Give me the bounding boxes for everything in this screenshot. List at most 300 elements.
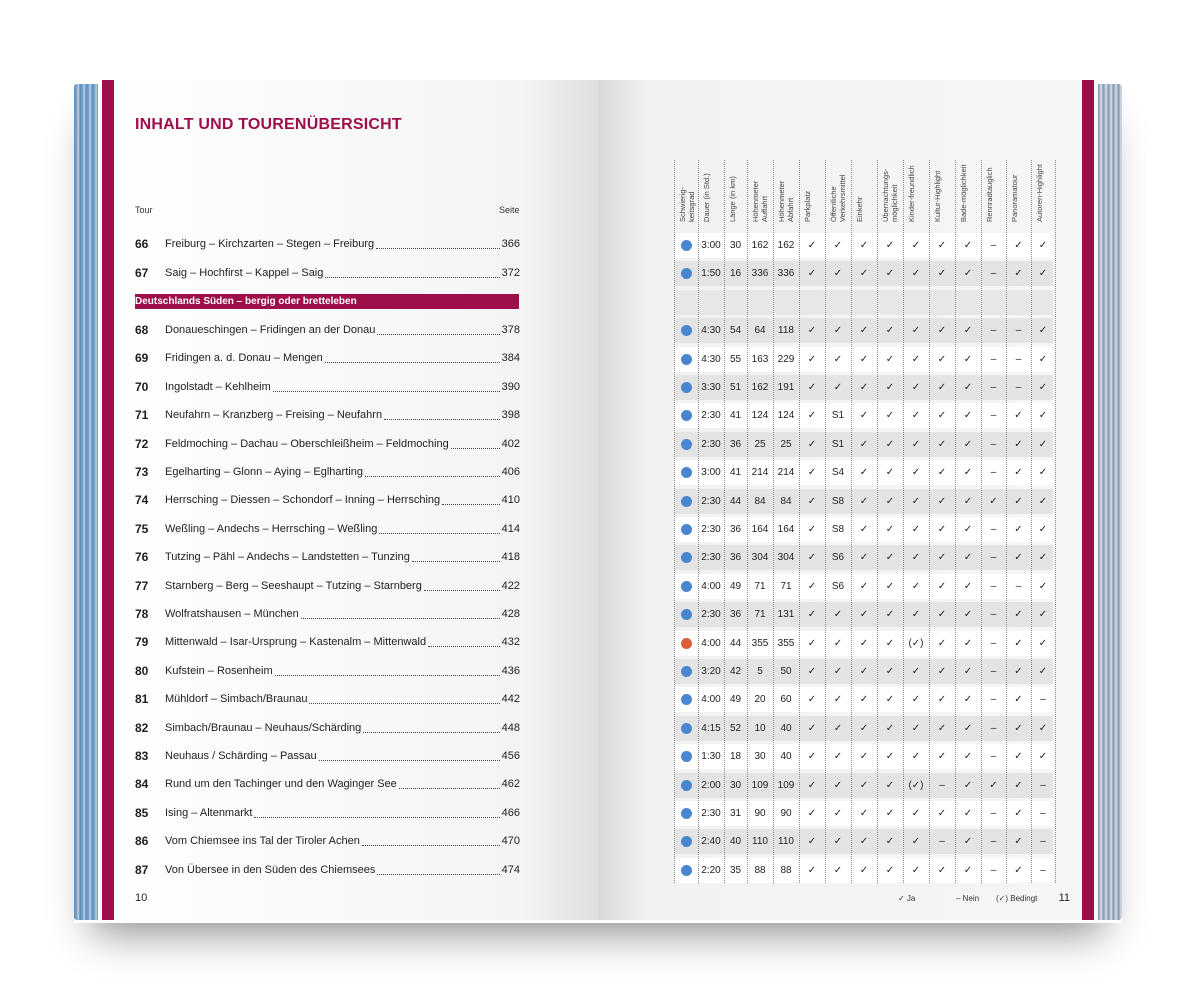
table-cell-autor: – — [1040, 779, 1046, 791]
table-cell-einkehr: ✓ — [859, 864, 869, 876]
table-cell-oev: ✓ — [833, 666, 843, 677]
table-cell-len: 52 — [729, 722, 742, 734]
table-cell-dur: 4:30 — [701, 353, 721, 365]
table-row — [674, 801, 1053, 826]
tour-page: 456 — [501, 750, 520, 762]
table-cell-panorama: ✓ — [1014, 495, 1023, 507]
table-cell-up: 355 — [751, 637, 769, 649]
table-cell-panorama: – — [1015, 325, 1022, 337]
table-cell-oev: ✓ — [833, 779, 843, 791]
table-cell-uebern: ✓ — [885, 495, 895, 507]
dot-leader — [424, 589, 500, 591]
table-cell-dur: 3:00 — [701, 467, 721, 479]
difficulty-dot-icon — [681, 865, 692, 876]
table-cell-len: 35 — [729, 864, 742, 876]
tour-number: 69 — [135, 351, 149, 366]
table-cell-len: 36 — [729, 524, 742, 535]
toc-row — [135, 803, 520, 823]
column-header: Dauer (in Std.) — [702, 173, 711, 222]
column-header: Höhenmeter Abfahrt — [777, 180, 795, 222]
table-cell-einkehr: ✓ — [859, 438, 869, 450]
table-cell-einkehr: ✓ — [859, 467, 869, 479]
table-cell-oev: ✓ — [833, 694, 843, 706]
table-cell-einkehr: ✓ — [859, 836, 869, 848]
table-cell-kinder: ✓ — [911, 666, 921, 677]
toc-row — [135, 632, 520, 652]
table-cell-len: 49 — [729, 580, 742, 592]
table-cell-kultur: ✓ — [937, 751, 947, 763]
tour-number: 78 — [135, 607, 149, 621]
column-header: Autoren-Highlight — [1035, 164, 1044, 222]
dot-leader — [309, 702, 499, 704]
table-cell-kinder: ✓ — [911, 864, 921, 876]
table-row — [674, 517, 1053, 542]
column-header: Rennradtauglich — [985, 167, 994, 222]
difficulty-dot-icon — [681, 552, 692, 563]
difficulty-cell — [674, 858, 698, 883]
table-cell-down: 164 — [777, 524, 795, 535]
toc-row — [135, 774, 520, 794]
table-cell-down: 191 — [777, 382, 795, 393]
table-cell-len: 31 — [729, 808, 742, 819]
tour-number: 67 — [135, 266, 149, 280]
table-cell-uebern: ✓ — [885, 438, 895, 450]
table-cell-len: 55 — [729, 353, 742, 365]
grid-line — [1055, 160, 1056, 883]
table-cell-dur: 3:20 — [701, 666, 721, 677]
column-header: Schwierig-keitsgrad — [678, 186, 696, 222]
table-cell-einkehr: ✓ — [859, 325, 869, 337]
table-cell-park: ✓ — [807, 808, 817, 819]
table-cell-panorama: ✓ — [1014, 467, 1023, 479]
table-cell-oev: S6 — [831, 552, 845, 564]
difficulty-cell — [674, 403, 698, 428]
table-cell-dur: 2:30 — [701, 410, 721, 422]
tour-page: 428 — [501, 608, 520, 620]
table-row — [674, 432, 1053, 457]
table-cell-kinder: ✓ — [911, 240, 921, 251]
table-cell-dur: 2:30 — [701, 609, 721, 621]
table-cell-autor: ✓ — [1038, 410, 1048, 422]
table-cell-down: 40 — [780, 722, 792, 734]
difficulty-cell — [674, 460, 698, 485]
page-number-right: 11 — [1058, 892, 1070, 904]
table-cell-up: 336 — [751, 268, 769, 280]
table-cell-up: 90 — [754, 808, 766, 819]
dot-leader — [301, 617, 500, 619]
tour-name: Freiburg – Kirchzarten – Stegen – Freiburg — [165, 238, 375, 250]
difficulty-dot-icon — [681, 325, 692, 336]
table-cell-kinder: ✓ — [911, 751, 921, 763]
table-cell-autor: ✓ — [1038, 580, 1048, 592]
column-header: Einkehr — [855, 196, 864, 222]
grid-line — [1006, 160, 1007, 883]
table-cell-dur: 1:50 — [701, 268, 721, 280]
table-cell-panorama: ✓ — [1014, 666, 1023, 677]
table-cell-bade: ✓ — [963, 353, 973, 365]
table-cell-bade: ✓ — [963, 779, 973, 791]
table-cell-renn: – — [990, 637, 997, 649]
tour-page: 422 — [501, 579, 520, 592]
tour-number: 80 — [135, 663, 149, 678]
table-row — [674, 659, 1053, 684]
left-page — [98, 80, 598, 920]
dot-leader — [376, 247, 500, 249]
table-cell-renn: – — [990, 808, 997, 819]
table-cell-uebern: ✓ — [885, 353, 895, 365]
table-cell-bade: ✓ — [963, 325, 973, 337]
table-cell-len: 36 — [729, 552, 742, 564]
table-cell-kinder: ✓ — [911, 552, 921, 564]
table-cell-park: ✓ — [807, 353, 817, 365]
tour-number: 82 — [135, 720, 149, 735]
dot-leader — [254, 816, 499, 818]
table-cell-autor: ✓ — [1038, 666, 1048, 677]
table-cell-down: 355 — [777, 637, 795, 649]
table-cell-kinder: ✓ — [911, 524, 921, 535]
difficulty-dot-icon — [681, 638, 692, 649]
table-cell-kultur: ✓ — [937, 240, 947, 251]
table-cell-dur: 2:30 — [701, 438, 721, 450]
difficulty-cell — [674, 602, 698, 627]
table-cell-dur: 4:00 — [701, 637, 721, 649]
table-cell-uebern: ✓ — [885, 467, 895, 479]
table-cell-autor: ✓ — [1038, 609, 1048, 621]
dot-leader — [412, 560, 500, 562]
table-cell-park: ✓ — [807, 779, 817, 791]
column-header: Panoramatour — [1010, 174, 1019, 222]
tour-name: Rund um den Tachinger und den Waginger See — [165, 778, 397, 791]
tour-number: 68 — [135, 323, 149, 337]
column-header: Öffentliche Verkehrsmittel — [829, 174, 847, 222]
table-cell-oev: ✓ — [833, 325, 843, 337]
toc-row — [135, 462, 520, 482]
table-cell-up: 10 — [754, 722, 766, 734]
table-cell-bade: ✓ — [963, 836, 973, 848]
table-cell-up: 124 — [751, 410, 769, 422]
table-cell-kinder: ✓ — [911, 836, 921, 848]
grid-line — [674, 160, 675, 883]
table-cell-bade: ✓ — [963, 524, 973, 535]
table-cell-uebern: ✓ — [885, 240, 895, 251]
table-cell-uebern: ✓ — [885, 666, 895, 677]
toc-row — [135, 348, 520, 368]
table-cell-bade: ✓ — [963, 637, 973, 649]
toc-row — [135, 320, 520, 340]
table-cell-down: 304 — [777, 552, 795, 564]
table-cell-uebern: ✓ — [885, 268, 895, 280]
table-cell-panorama: ✓ — [1014, 808, 1023, 819]
toc-row — [135, 234, 520, 254]
table-cell-kultur: ✓ — [937, 410, 947, 422]
table-cell-kultur: ✓ — [937, 382, 947, 393]
table-row — [674, 829, 1053, 854]
grid-line — [981, 160, 982, 883]
table-cell-oev: ✓ — [833, 751, 843, 763]
table-cell-oev: ✓ — [833, 808, 843, 819]
dot-leader — [363, 731, 499, 733]
table-cell-bade: ✓ — [963, 751, 973, 763]
table-cell-oev: S8 — [831, 495, 845, 507]
difficulty-dot-icon — [681, 751, 692, 762]
table-cell-bade: ✓ — [963, 268, 973, 280]
toc-row — [135, 661, 520, 681]
difficulty-dot-icon — [681, 410, 692, 421]
table-cell-kinder: ✓ — [911, 382, 921, 393]
table-cell-bade: ✓ — [963, 580, 973, 592]
table-cell-up: 162 — [751, 240, 769, 251]
table-cell-dur: 2:00 — [701, 779, 721, 791]
tour-name: Tutzing – Pähl – Andechs – Landstetten – Tunzing — [165, 551, 410, 564]
legend-bedingt: (✓) Bedingt — [996, 894, 1038, 903]
table-cell-kultur: ✓ — [937, 722, 947, 734]
table-cell-len: 30 — [729, 779, 742, 791]
table-row — [674, 744, 1053, 769]
table-cell-oev: ✓ — [833, 722, 843, 734]
table-cell-renn: – — [990, 666, 997, 677]
table-cell-park: ✓ — [807, 552, 817, 564]
table-cell-einkehr: ✓ — [859, 609, 869, 621]
table-cell-kultur: ✓ — [937, 808, 947, 819]
column-header: Übernachtungs-möglichkeit — [881, 168, 899, 222]
table-cell-uebern: ✓ — [885, 722, 895, 734]
table-cell-panorama: – — [1015, 382, 1022, 393]
tour-page: 398 — [501, 409, 520, 422]
table-cell-renn: ✓ — [989, 779, 998, 791]
table-cell-len: 30 — [729, 240, 742, 251]
table-cell-oev: ✓ — [833, 382, 843, 393]
dot-leader — [377, 873, 499, 875]
table-cell-uebern: ✓ — [885, 609, 895, 621]
table-cell-panorama: ✓ — [1014, 410, 1023, 422]
table-cell-einkehr: ✓ — [859, 382, 869, 393]
table-cell-down: 131 — [777, 609, 795, 621]
table-cell-panorama: ✓ — [1014, 552, 1023, 564]
tour-number: 76 — [135, 550, 149, 565]
toc-row — [135, 860, 520, 880]
grid-line — [1031, 160, 1032, 883]
table-cell-oev: ✓ — [833, 353, 843, 365]
table-cell-park: ✓ — [807, 325, 817, 337]
table-cell-oev: ✓ — [833, 240, 843, 251]
table-cell-autor: ✓ — [1038, 751, 1048, 763]
table-cell-down: 110 — [778, 836, 794, 848]
table-row — [674, 460, 1053, 485]
table-cell-up: 84 — [754, 495, 766, 507]
table-cell-renn: – — [990, 325, 997, 337]
table-row — [674, 631, 1053, 656]
table-cell-autor: ✓ — [1038, 524, 1048, 535]
table-cell-len: 40 — [729, 836, 742, 848]
table-cell-uebern: ✓ — [885, 751, 895, 763]
table-cell-uebern: ✓ — [885, 836, 895, 848]
dot-leader — [384, 418, 500, 420]
tour-number: 83 — [135, 749, 149, 763]
difficulty-cell — [674, 375, 698, 400]
table-cell-bade: ✓ — [963, 240, 973, 251]
difficulty-cell — [674, 574, 698, 599]
tour-page: 414 — [501, 522, 520, 535]
table-cell-kultur: ✓ — [937, 580, 947, 592]
table-cell-kinder: ✓ — [911, 808, 921, 819]
tour-name: Wolfratshausen – München — [165, 608, 299, 620]
table-cell-len: 36 — [729, 609, 742, 621]
table-cell-panorama: – — [1015, 353, 1022, 365]
column-header: Kinder-freundlich — [907, 165, 916, 222]
open-book — [74, 78, 1122, 923]
table-cell-dur: 2:30 — [701, 808, 721, 819]
tour-page: 410 — [501, 494, 520, 507]
table-cell-park: ✓ — [807, 524, 817, 535]
table-cell-oev: S4 — [831, 467, 845, 479]
dot-leader — [325, 361, 500, 363]
table-cell-oev: S1 — [831, 410, 845, 422]
table-cell-panorama: ✓ — [1014, 836, 1023, 848]
table-cell-dur: 2:30 — [701, 552, 721, 564]
table-cell-bade: ✓ — [963, 609, 973, 621]
table-cell-up: 214 — [751, 467, 769, 479]
table-cell-len: 51 — [729, 382, 742, 393]
dot-leader — [442, 503, 499, 505]
column-header: Höhenmeter Auffahrt — [751, 180, 769, 222]
tour-page: 432 — [501, 636, 520, 649]
table-cell-park: ✓ — [807, 438, 817, 450]
tour-number: 79 — [135, 635, 149, 650]
accent-bar-right — [1082, 80, 1094, 920]
tour-name: Donaueschingen – Fridingen an der Donau — [165, 324, 376, 336]
table-cell-down: 25 — [780, 438, 792, 450]
tour-page: 402 — [501, 437, 520, 450]
table-cell-kultur: ✓ — [937, 666, 947, 677]
table-cell-dur: 4:15 — [701, 722, 721, 734]
difficulty-cell — [674, 829, 698, 854]
tour-number: 72 — [135, 436, 149, 451]
tour-number: 73 — [135, 465, 149, 479]
table-cell-autor: ✓ — [1038, 438, 1048, 450]
table-row — [674, 489, 1053, 514]
grid-line — [825, 160, 826, 883]
grid-line — [747, 160, 748, 883]
table-cell-dur: 1:30 — [701, 751, 721, 763]
tour-name: Ingolstadt – Kehlheim — [165, 380, 271, 393]
table-cell-bade: ✓ — [963, 495, 973, 507]
table-cell-kultur: ✓ — [937, 524, 947, 535]
tour-page: 474 — [501, 863, 520, 876]
tour-page: 406 — [501, 466, 520, 478]
table-cell-kinder: ✓ — [911, 353, 921, 365]
tour-name: Vom Chiemsee ins Tal der Tiroler Achen — [165, 835, 360, 848]
table-cell-bade: ✓ — [963, 666, 973, 677]
table-cell-autor: ✓ — [1038, 637, 1048, 649]
table-cell-len: 16 — [729, 268, 742, 280]
table-row — [674, 261, 1053, 286]
difficulty-dot-icon — [681, 609, 692, 620]
tour-name: Simbach/Braunau – Neuhaus/Schärding — [165, 721, 362, 734]
table-row — [674, 545, 1053, 570]
tour-number: 86 — [135, 834, 149, 849]
table-cell-down: 88 — [780, 864, 792, 876]
table-cell-dur: 2:40 — [701, 836, 721, 848]
toc-row — [135, 831, 520, 851]
dot-leader — [325, 276, 499, 278]
toc-row — [135, 434, 520, 454]
table-cell-renn: – — [990, 722, 997, 734]
table-row — [674, 858, 1053, 883]
table-cell-kinder: (✓) — [908, 637, 924, 649]
table-cell-renn: – — [990, 552, 997, 564]
grid-line — [929, 160, 930, 883]
table-cell-bade: ✓ — [963, 694, 973, 706]
toc-row — [135, 547, 520, 567]
difficulty-cell — [674, 687, 698, 712]
table-cell-autor: – — [1040, 864, 1046, 876]
table-cell-down: 84 — [780, 495, 792, 507]
column-header-tour: Tour — [135, 205, 153, 215]
table-cell-len: 18 — [729, 751, 742, 763]
table-cell-down: 50 — [780, 666, 792, 677]
table-cell-down: 214 — [777, 467, 795, 479]
legend-nein: – Nein — [956, 894, 980, 903]
table-row — [674, 375, 1053, 400]
table-cell-bade: ✓ — [963, 808, 973, 819]
table-cell-kinder: ✓ — [911, 268, 921, 280]
table-cell-kultur: ✓ — [937, 552, 947, 564]
table-cell-einkehr: ✓ — [859, 808, 869, 819]
grid-line — [799, 160, 800, 883]
table-cell-einkehr: ✓ — [859, 353, 869, 365]
difficulty-cell — [674, 545, 698, 570]
table-cell-einkehr: ✓ — [859, 580, 869, 592]
table-cell-dur: 2:30 — [701, 495, 721, 507]
table-cell-renn: – — [990, 864, 997, 876]
table-cell-len: 41 — [729, 410, 742, 422]
table-cell-bade: ✓ — [963, 722, 973, 734]
table-cell-up: 5 — [757, 666, 763, 677]
dot-leader — [428, 645, 500, 647]
table-cell-park: ✓ — [807, 467, 817, 479]
difficulty-dot-icon — [681, 694, 692, 705]
table-cell-kinder: ✓ — [911, 438, 921, 450]
dot-leader — [319, 759, 500, 761]
tour-name: Egelharting – Glonn – Aying – Eglharting — [165, 466, 363, 478]
table-row — [674, 687, 1053, 712]
table-cell-uebern: ✓ — [885, 325, 895, 337]
tour-page: 448 — [501, 721, 520, 734]
table-cell-park: ✓ — [807, 637, 817, 649]
tour-page: 372 — [501, 267, 520, 279]
dot-leader — [365, 475, 500, 477]
table-cell-down: 90 — [780, 808, 792, 819]
table-cell-oev: ✓ — [833, 268, 843, 280]
tour-page: 470 — [501, 835, 520, 848]
table-cell-autor: – — [1040, 694, 1046, 706]
table-cell-dur: 4:30 — [701, 325, 721, 337]
grid-line — [698, 160, 699, 883]
table-cell-einkehr: ✓ — [859, 694, 869, 706]
table-cell-park: ✓ — [807, 268, 817, 280]
toc-row — [135, 263, 520, 283]
table-cell-up: 304 — [751, 552, 769, 564]
table-cell-up: 30 — [754, 751, 766, 763]
difficulty-dot-icon — [681, 808, 692, 819]
table-cell-panorama: ✓ — [1014, 268, 1023, 280]
column-header: Kultur-Highlight — [933, 170, 942, 222]
table-cell-panorama: ✓ — [1014, 609, 1023, 621]
tour-number: 74 — [135, 493, 149, 508]
table-cell-len: 41 — [729, 467, 742, 479]
table-cell-park: ✓ — [807, 722, 817, 734]
table-cell-bade: ✓ — [963, 552, 973, 564]
